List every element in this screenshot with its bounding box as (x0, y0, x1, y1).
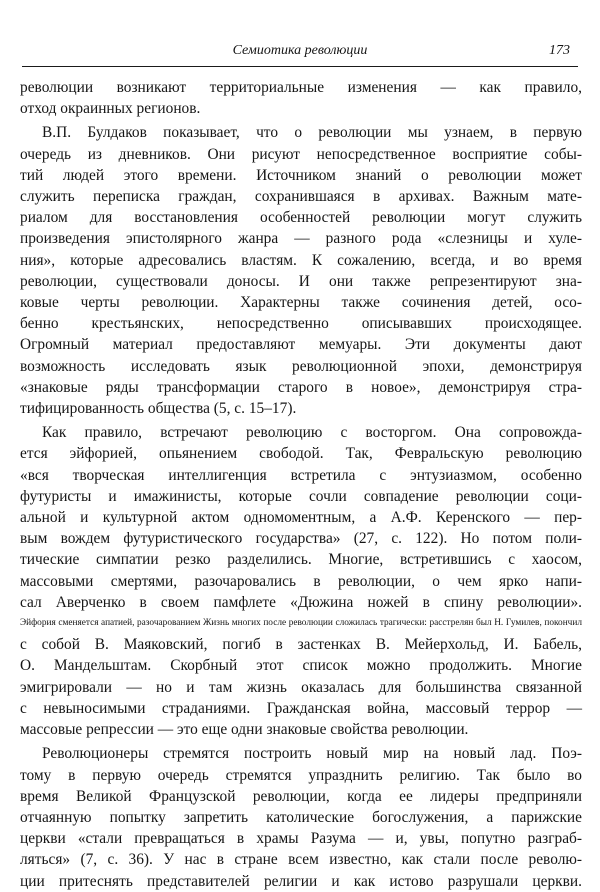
text-line: отход окраинных регионов. (20, 100, 201, 118)
text-line: служить переписка граждан, сохранившаяся в архивах. Важным мате- (20, 188, 582, 206)
text-line: «вся творческая интеллигенция встретила с энтузиазмом, особенно (20, 466, 582, 484)
text-line: революции, существовали доносы. И они также репрезентируют зна- (20, 272, 582, 290)
text-body (20, 77, 582, 892)
running-title: Семиотика революции (232, 43, 368, 58)
text-line: тий людей этого времени. Источником знаний о революции может (20, 166, 582, 184)
text-line: церкви «стали превращаться в храмы Разума — и, увы, попутно разграб- (20, 830, 582, 848)
text-line: революции возникают территориальные изменения — как правило, (20, 79, 582, 96)
text-line: время Великой Французской революции, когда ее лидеры предприняли (20, 787, 582, 805)
text-line: вым вождем футуристического государства» (27, с. 122). Но потом поли- (20, 530, 582, 548)
running-header (22, 42, 578, 67)
text-line: отчаянную попытку запретить католические богослужения, а парижские (20, 808, 582, 826)
paragraph-4 (20, 743, 582, 891)
text-line: бенно крестьянских, непосредственно описывавших происходящее. (20, 315, 582, 333)
text-line: В.П. Булдаков показывает, что о революции мы узнаем, в первую (42, 124, 582, 142)
text-line: произведения эпистолярного жанра — разного рода «слезницы и хуле- (20, 230, 582, 248)
text-line: массовыми смертями, разочаровались в революции, о чем ярко напи- (20, 572, 582, 590)
page-number: 173 (549, 43, 570, 58)
text-line: ции притеснять представителей религии и как истово разрушали церкви. (20, 872, 582, 890)
text-line: ляться» (7, с. 36). У нас в стране всем известно, как стали после револю- (20, 851, 582, 869)
text-line: тические симпатии резко разделились. Многие, встретившись с хаосом, (20, 551, 582, 569)
text-line: ется эйфорией, опьянением свободой. Так, Февральскую революцию (20, 445, 582, 463)
text-line: «знаковые ряды трансформации старого в новое», демонстрируя стра- (20, 378, 582, 396)
text-line: О. Мандельштам. Скорбный этот список можно продолжить. Многие (20, 657, 582, 675)
text-line: возможность исследовать язык революционной эпохи, демонстрируя (20, 357, 582, 375)
text-line: с невыносимыми страданиями. Гражданская война, массовый террор — (20, 699, 582, 717)
text-line: тифицированность общества (5, с. 15–17). (20, 400, 297, 418)
text-line: риалом для восстановления особенностей революции могут служить (20, 209, 582, 227)
text-line: Как правило, встречают революцию с восторгом. Она сопровожда- (42, 424, 582, 442)
paragraph-3 (20, 422, 582, 740)
text-line: ния», которые адресовались властям. К сожалению, всегда, и во время (20, 251, 582, 269)
text-line: с собой В. Маяковский, погиб в застенках В. Мейерхольд, И. Бабель, (20, 636, 582, 654)
text-line: сал Аверченко в своем памфлете «Дюжина ножей в спину революции». (20, 593, 582, 611)
text-line: ковые черты революции. Характерны также сочинения детей, осо- (20, 294, 582, 312)
text-line: футуристы и имажинисты, которые сочли совпадение революции соци- (20, 487, 582, 505)
text-line: тому в первую очередь стремятся упразднить религию. Так было во (20, 766, 582, 784)
text-line: Революционеры стремятся построить новый мир на новый лад. Поэ- (42, 745, 582, 763)
text-line: очередь из дневников. Они рисуют непосредственное восприятие собы- (20, 145, 582, 163)
text-line: эмигрировали — но и там жизнь оказалась для большинства связанной (20, 678, 582, 696)
text-line: массовые репрессии — это еще одни знаковые свойства революции. (20, 721, 469, 739)
text-line: Эйфория сменяется апатией, разочарованием Жизнь многих после революции сложилась трагически: расстрелян был Н. Гумилев, покончил (20, 618, 582, 629)
text-line: Огромный материал предоставляют мемуары. Эти документы дают (20, 336, 582, 354)
text-line: альной и культурной актом одномоментным, а А.Ф. Керенского — пер- (20, 509, 582, 527)
paragraph-2 (20, 122, 582, 419)
paragraph-1 (20, 77, 582, 119)
